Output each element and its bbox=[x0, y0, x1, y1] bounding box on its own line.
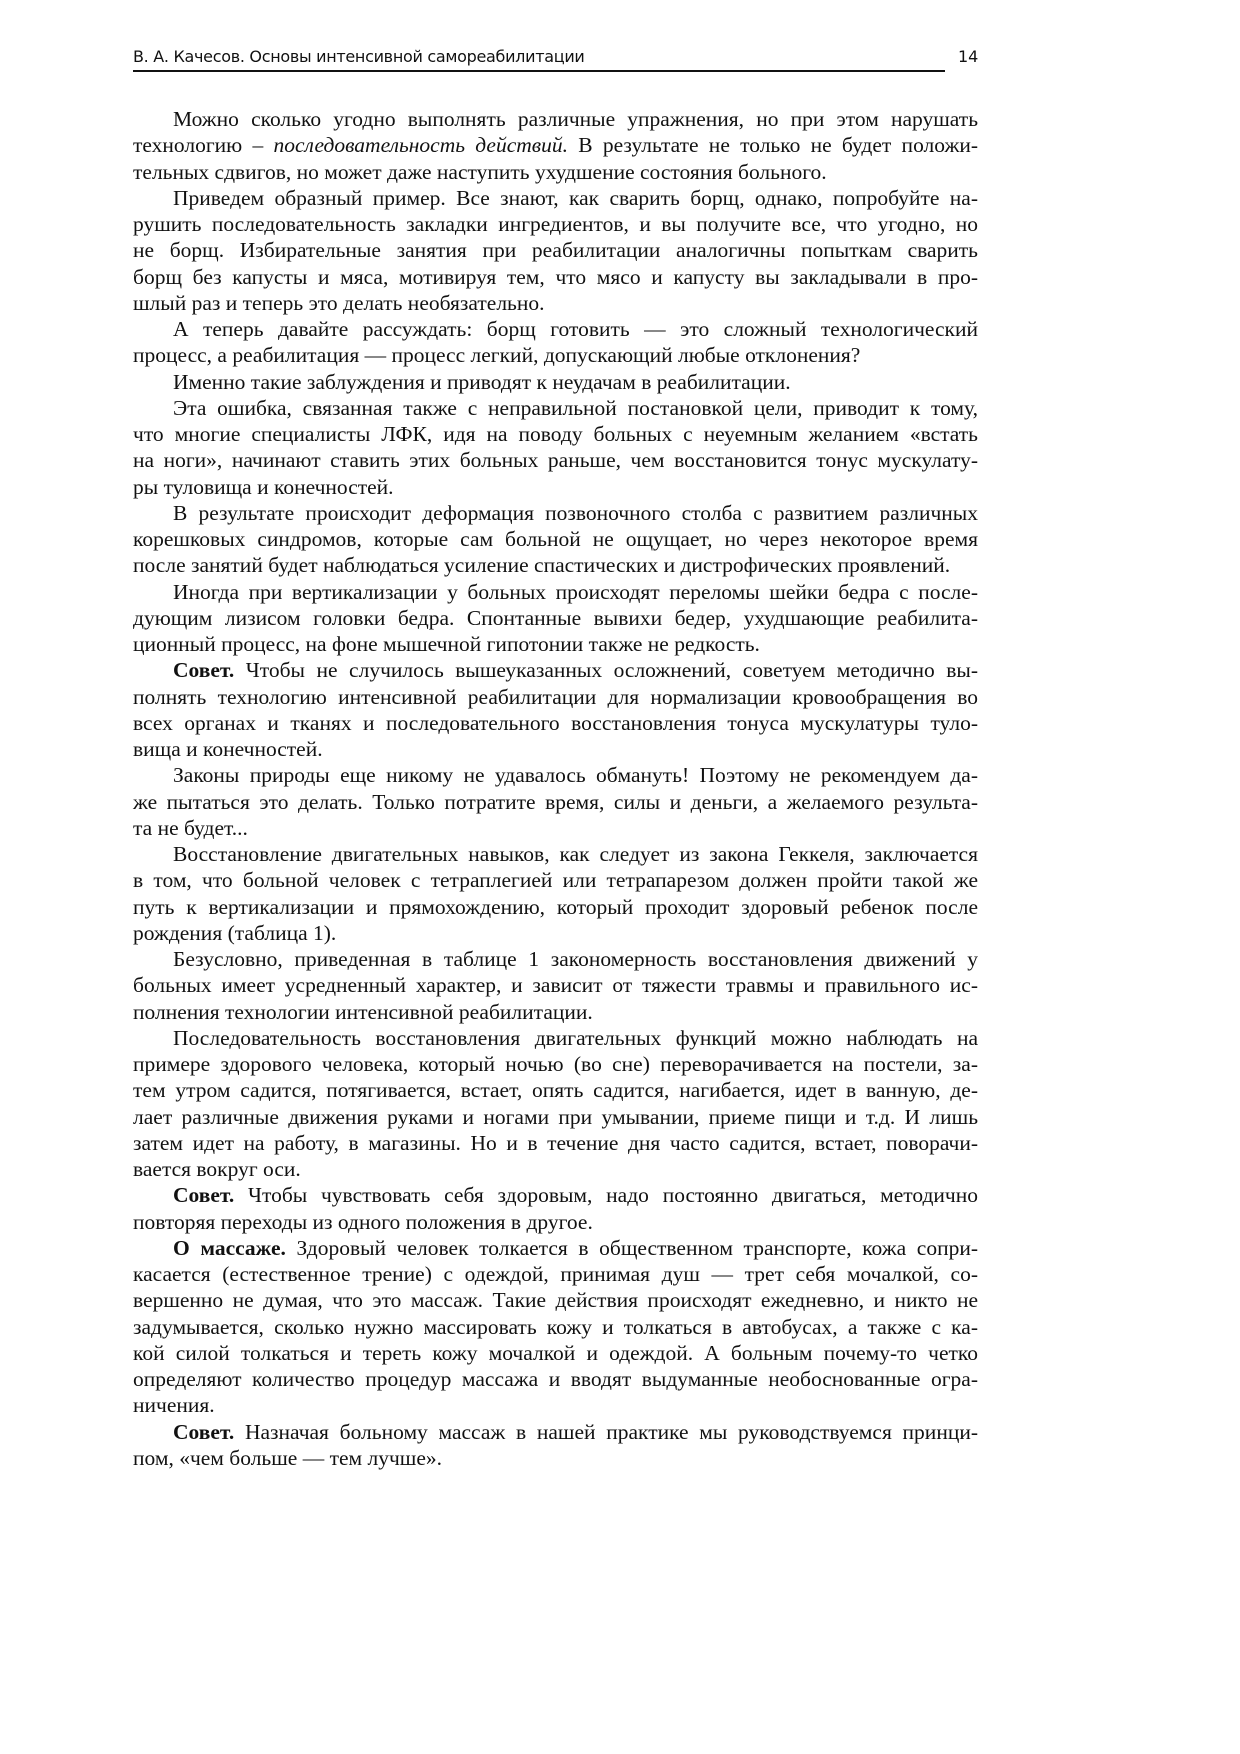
paragraph bbox=[133, 316, 978, 369]
text-line: Законы природы еще никому не удавалось обмануть! Поэтому не рекомендуем да- bbox=[173, 763, 978, 788]
text-line: задумывается, сколько нужно массировать кожу и толкаться в автобусах, а также с ка- bbox=[133, 1314, 978, 1339]
text-line: определяют количество процедур массажа и вводят выдуманные необоснованные огра- bbox=[133, 1367, 978, 1391]
running-header bbox=[133, 46, 945, 72]
text-line: Именно такие заблуждения и приводят к неудачам в реабилитации. bbox=[173, 369, 791, 394]
text-line bbox=[133, 657, 978, 683]
text-line: рождения (таблица 1). bbox=[133, 920, 337, 945]
text-line: Безусловно, приведенная в таблице 1 закономерность восстановления движений у bbox=[173, 947, 978, 971]
text-line: тельных сдвигов, но может даже наступить ухудшение состояния больного. bbox=[133, 159, 827, 184]
text-line: борщ без капусты и мяса, мотивируя тем, что мясо и капусту вы закладывали в про- bbox=[133, 264, 978, 289]
text-line: ры туловища и конечностей. bbox=[133, 474, 394, 499]
text-run: Чтобы чувствовать себя здоровым, надо постоянно двигаться, методично bbox=[234, 1183, 978, 1208]
text-line: Иногда при вертикализации у больных происходят переломы шейки бедра с после- bbox=[173, 579, 978, 604]
paragraph bbox=[133, 500, 978, 579]
text-line: процесс, а реабилитация — процесс легкий, допускающий любые отклонения? bbox=[133, 343, 861, 368]
text-line: Эта ошибка, связанная также с неправильной постановкой цели, приводит к тому, bbox=[173, 395, 978, 420]
text-line bbox=[133, 1235, 978, 1261]
text-run: В результате не только не будет положи- bbox=[567, 133, 978, 158]
text-line: в том, что больной человек с тетраплегией или тетрапарезом должен пройти такой же bbox=[133, 868, 978, 893]
text-line: Восстановление двигательных навыков, как следует из закона Геккеля, заключается bbox=[173, 842, 978, 866]
text-line: ничения. bbox=[133, 1393, 215, 1418]
text-line: вается вокруг оси. bbox=[133, 1157, 301, 1181]
text-line: примере здорового человека, который ночью (во сне) переворачивается на постели, за- bbox=[133, 1052, 978, 1076]
italic-emphasis: последовательность действий. bbox=[273, 133, 568, 158]
paragraph bbox=[133, 395, 978, 500]
text-line: та не будет... bbox=[133, 815, 248, 840]
paragraph bbox=[133, 185, 978, 316]
text-line: Последовательность восстановления двигательных функций можно наблюдать на bbox=[173, 1025, 978, 1050]
text-line: полнять технологию интенсивной реабилитации для нормализации кровообращения во bbox=[133, 684, 978, 709]
text-line: А теперь давайте рассуждать: борщ готовить — это сложный технологический bbox=[173, 317, 978, 341]
text-line: что многие специалисты ЛФК, идя на поводу больных с неуемным желанием «встать bbox=[133, 422, 978, 446]
paragraph bbox=[133, 106, 978, 185]
text-line: Можно сколько угодно выполнять различные упражнения, но при этом нарушать bbox=[173, 107, 978, 131]
text-line bbox=[133, 1419, 978, 1445]
text-run: технологию – bbox=[133, 133, 274, 158]
book-title: В. А. Качесов. Основы интенсивной самореабилитации bbox=[133, 47, 585, 66]
text-line: же пытаться это делать. Только потратите время, силы и деньги, а желаемого результа- bbox=[133, 789, 978, 814]
text-line: пом, «чем больше — тем лучше». bbox=[133, 1445, 443, 1470]
text-line: не борщ. Избирательные занятия при реабилитации аналогичны попыткам сварить bbox=[133, 238, 978, 263]
bold-lead-in: Совет. bbox=[173, 1183, 235, 1208]
bold-lead-in: О массаже. bbox=[173, 1235, 286, 1260]
text-line: тем утром садится, потягивается, встает, опять садится, нагибается, идет в ванную, де- bbox=[133, 1078, 978, 1103]
text-line: путь к вертикализации и прямохождению, который проходит здоровый ребенок после bbox=[133, 894, 978, 919]
text-line: ционный процесс, на фоне мышечной гипотонии также не редкость. bbox=[133, 632, 760, 656]
paragraph bbox=[133, 762, 978, 841]
paragraph bbox=[133, 1419, 978, 1472]
text-line: повторяя переходы из одного положения в другое. bbox=[133, 1209, 593, 1234]
text-line: на ноги», начинают ставить этих больных раньше, чем восстановится тонус мускулату- bbox=[133, 448, 978, 473]
text-line: вища и конечностей. bbox=[133, 737, 323, 761]
text-line: рушить последовательность закладки ингредиентов, и вы получите все, что угодно, но bbox=[133, 212, 978, 236]
paragraph bbox=[133, 1182, 978, 1235]
text-line: полнения технологии интенсивной реабилитации. bbox=[133, 999, 593, 1024]
text-line bbox=[133, 132, 978, 158]
text-line bbox=[133, 1182, 978, 1208]
paragraph bbox=[133, 579, 978, 658]
text-run: Назначая больному массаж в нашей практике мы руководствуемся принци- bbox=[234, 1419, 978, 1444]
text-line: всех органах и тканях и последовательного восстановления тонуса мускулатуры туло- bbox=[133, 710, 978, 735]
document-body bbox=[133, 106, 978, 1471]
text-line: Приведем образный пример. Все знают, как сварить борщ, однако, попробуйте на- bbox=[173, 185, 978, 210]
text-run: Чтобы не случилось вышеуказанных осложнений, советуем методично вы- bbox=[234, 658, 978, 683]
paragraph bbox=[133, 1235, 978, 1419]
text-line: В результате происходит деформация позвоночного столба с развитием различных bbox=[173, 500, 978, 525]
text-line: больных имеет усредненный характер, и зависит от тяжести травмы и правильного ис- bbox=[133, 973, 978, 998]
page-number: 14 bbox=[958, 47, 979, 66]
text-line: касается (естественное трение) с одеждой, принимая душ — трет себя мочалкой, со- bbox=[133, 1262, 978, 1286]
bold-lead-in: Совет. bbox=[173, 1419, 235, 1444]
paragraph bbox=[133, 946, 978, 1025]
text-run: Здоровый человек толкается в общественном транспорте, кожа сопри- bbox=[285, 1235, 978, 1260]
paragraph bbox=[133, 841, 978, 946]
paragraph bbox=[133, 369, 978, 395]
text-line: кой силой толкаться и тереть кожу мочалкой и одеждой. А больным почему-то четко bbox=[133, 1340, 978, 1365]
text-line: лает различные движения руками и ногами при умывании, приеме пищи и т.д. И лишь bbox=[133, 1104, 978, 1129]
text-line: дующим лизисом головки бедра. Спонтанные вывихи бедер, ухудшающие реабилита- bbox=[133, 605, 978, 630]
bold-lead-in: Совет. bbox=[173, 658, 235, 683]
text-line: корешковых синдромов, которые сам больной не ощущает, но через некоторое время bbox=[133, 527, 978, 551]
text-line: вершенно не думая, что это массаж. Такие действия происходят ежедневно, и никто не bbox=[133, 1288, 978, 1313]
paragraph bbox=[133, 657, 978, 762]
paragraph bbox=[133, 1025, 978, 1183]
text-line: шлый раз и теперь это делать необязательно. bbox=[133, 290, 545, 315]
text-line: затем идет на работу, в магазины. Но и в течение дня часто садится, встает, поворачи- bbox=[133, 1130, 978, 1155]
text-line: после занятий будет наблюдаться усиление спастических и дистрофических проявлений. bbox=[133, 553, 951, 578]
